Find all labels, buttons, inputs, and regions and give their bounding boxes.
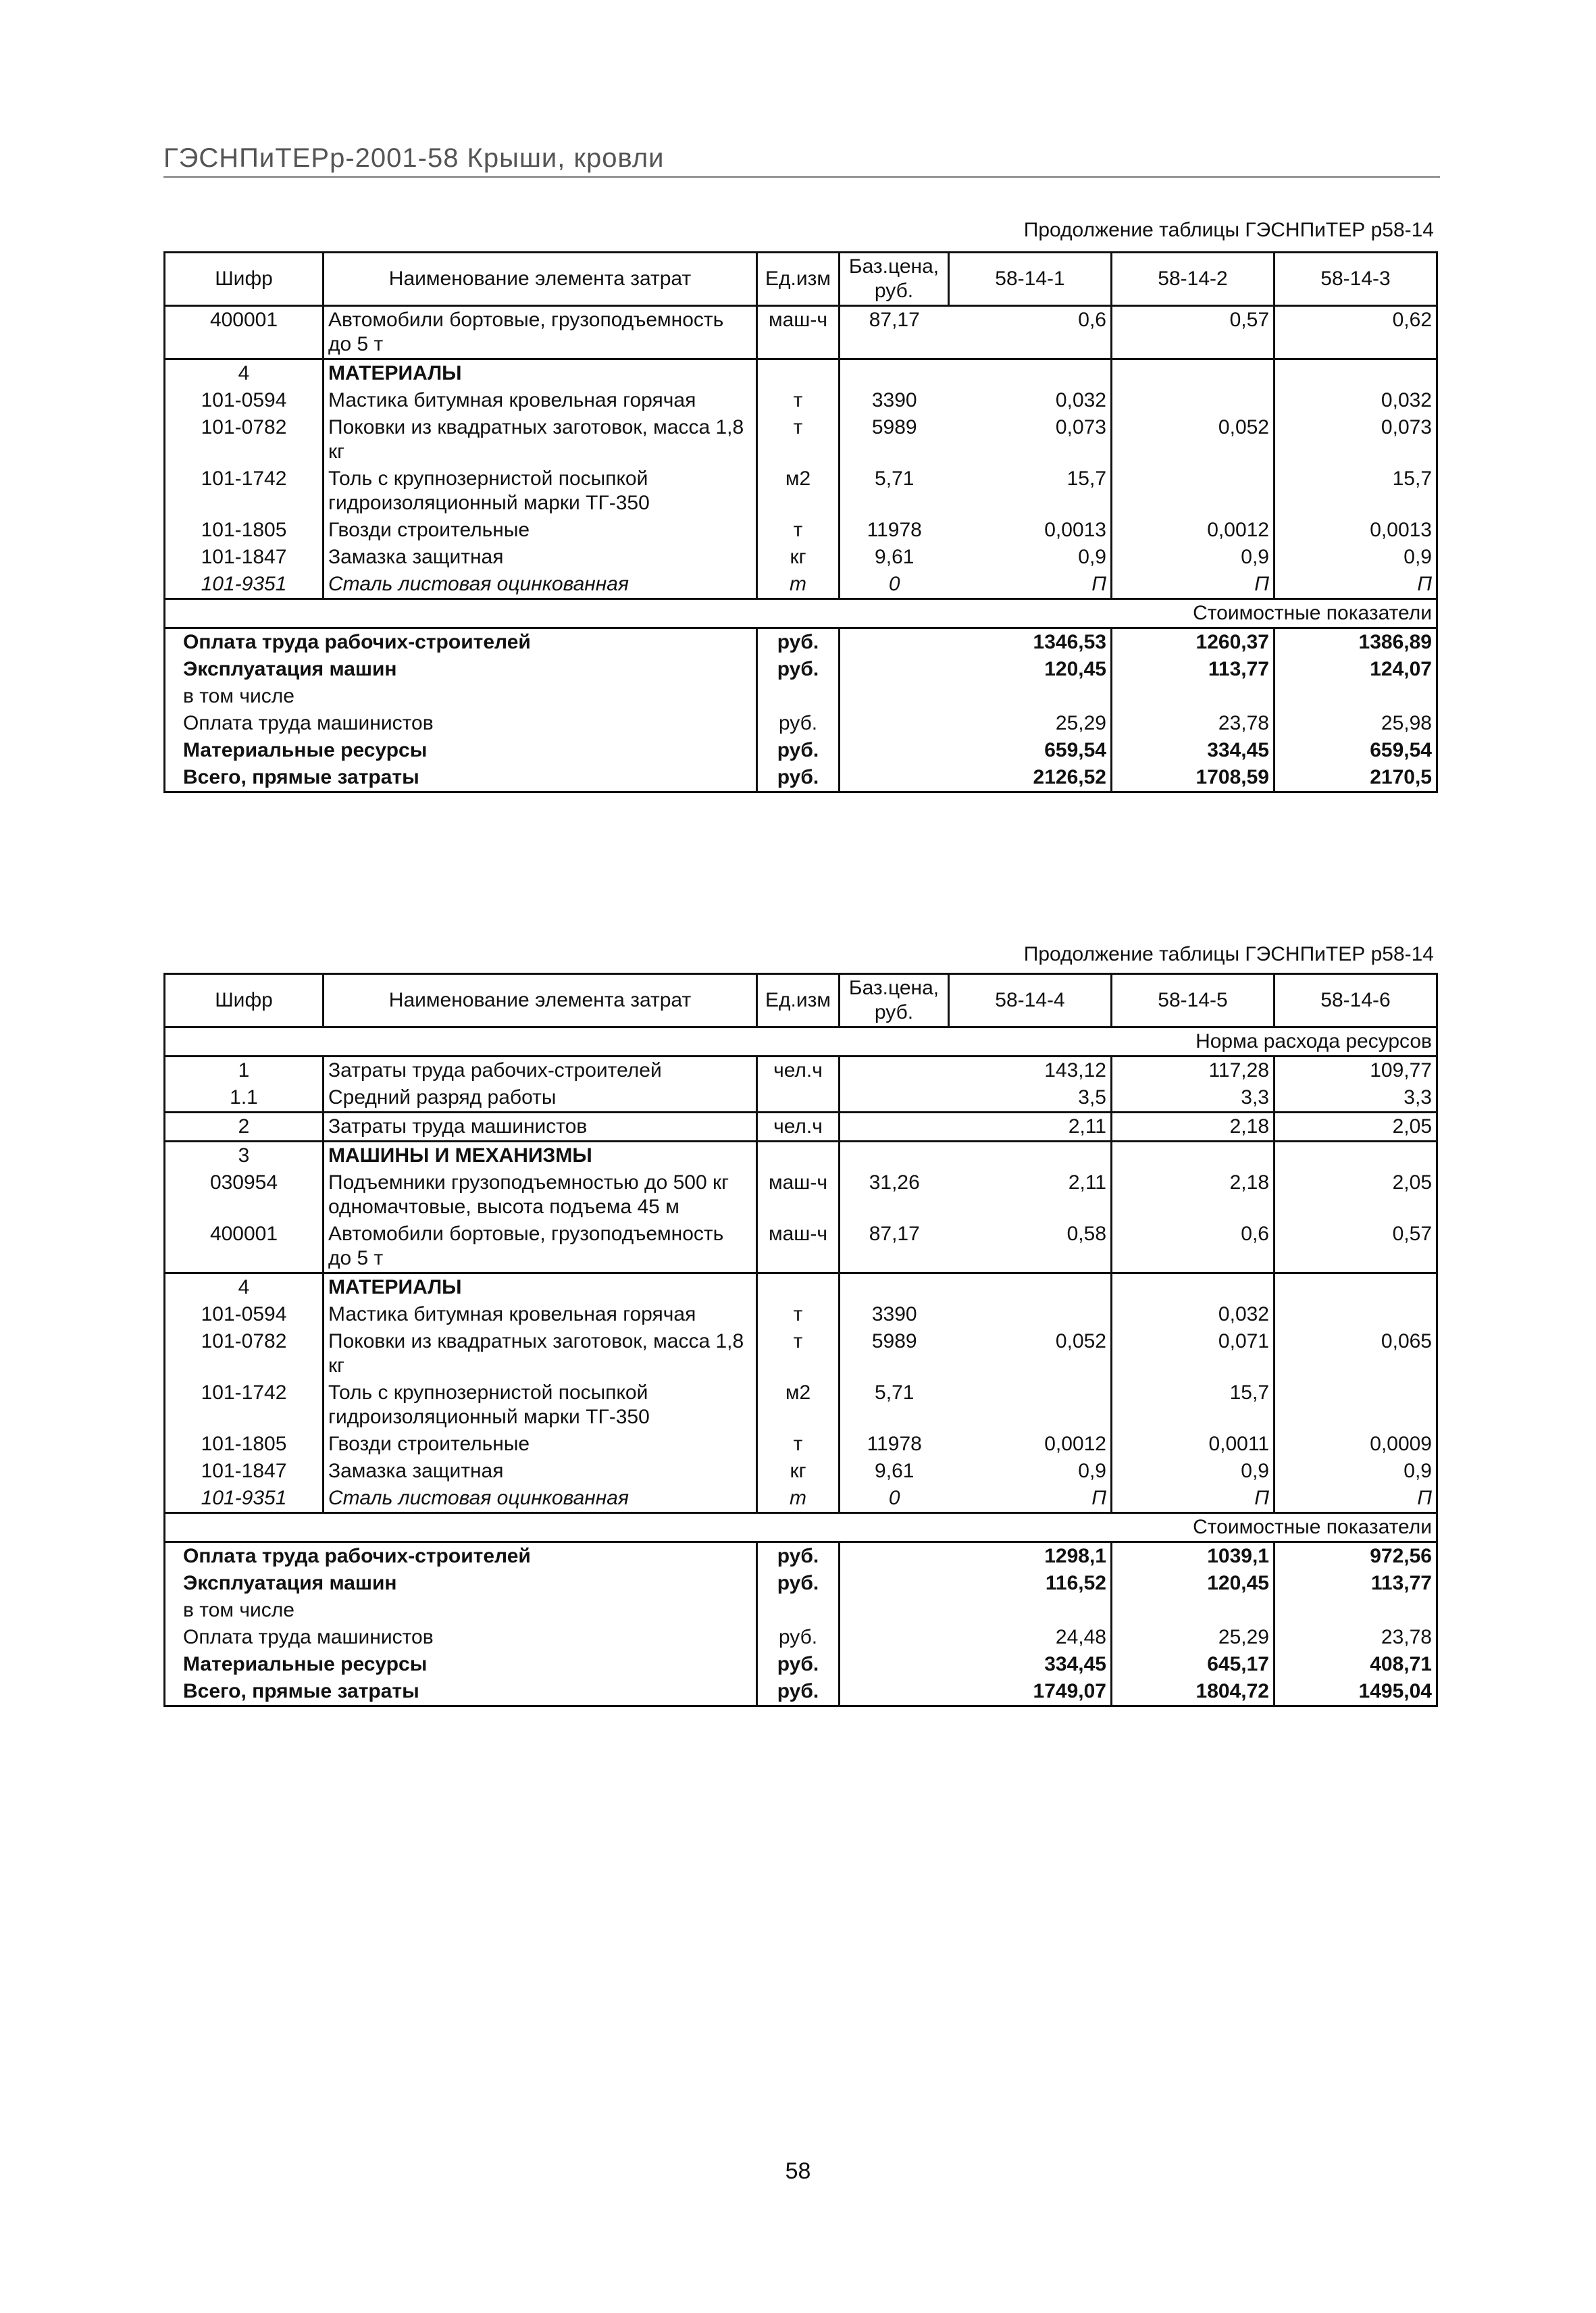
name-cell: МАТЕРИАЛЫ (324, 359, 757, 388)
cost-value: 1495,04 (1275, 1678, 1437, 1706)
cost-header: Стоимостные показатели (165, 1513, 1437, 1542)
cost-value: 25,29 (1112, 1624, 1275, 1651)
value-cell: маш-ч (757, 1221, 840, 1273)
code-cell: 101-1805 (165, 517, 324, 544)
value-cell: маш-ч (757, 306, 840, 359)
value-cell (949, 1301, 1112, 1328)
cost-value: 334,45 (949, 1651, 1112, 1678)
value-cell: П (1112, 571, 1275, 599)
cost-value: 116,52 (949, 1570, 1112, 1597)
value-cell: т (757, 1328, 840, 1379)
cost-row (165, 656, 1437, 683)
value-cell: 0,9 (1275, 1458, 1437, 1485)
value-cell: 0,065 (1275, 1328, 1437, 1379)
cost-unit: руб. (757, 1542, 840, 1571)
cost-value: 659,54 (1275, 737, 1437, 764)
value-cell: 2,18 (1112, 1169, 1275, 1221)
cost-value: 120,45 (949, 656, 1112, 683)
name-cell: Замазка защитная (324, 544, 757, 571)
name-cell: Поковки из квадратных заготовок, масса 1,8 кг (324, 414, 757, 465)
empty-cell (840, 1597, 949, 1624)
value-cell: 2,05 (1275, 1169, 1437, 1221)
column-header: Ед.изм (757, 974, 840, 1027)
cost-header-row (165, 1513, 1437, 1542)
value-cell: 0,0012 (949, 1431, 1112, 1458)
value-cell: 15,7 (1275, 465, 1437, 517)
cost-value: 2126,52 (949, 764, 1112, 792)
table-row (165, 1379, 1437, 1431)
value-cell (1275, 1142, 1437, 1170)
code-cell: 101-1805 (165, 1431, 324, 1458)
table-row (165, 1301, 1437, 1328)
cost-value: 408,71 (1275, 1651, 1437, 1678)
table2-caption: Продолжение таблицы ГЭСНПиТЕР р58-14 (1023, 943, 1434, 965)
cost-row (165, 764, 1437, 792)
table-row (165, 1485, 1437, 1513)
value-cell: 0,071 (1112, 1328, 1275, 1379)
cost-row (165, 628, 1437, 657)
value-cell: т (757, 1301, 840, 1328)
code-cell: 2 (165, 1113, 324, 1142)
table-row (165, 359, 1437, 388)
empty-cell (840, 1570, 949, 1597)
cost-row (165, 683, 1437, 710)
value-cell: 5989 (840, 414, 949, 465)
cost-value: 1039,1 (1112, 1542, 1275, 1571)
value-cell: 0,052 (949, 1328, 1112, 1379)
value-cell (757, 359, 840, 388)
cost-value (949, 683, 1112, 710)
cost-unit: руб. (757, 1570, 840, 1597)
cost-value: 25,29 (949, 710, 1112, 737)
cost-value: 1804,72 (1112, 1678, 1275, 1706)
cost-value: 113,77 (1275, 1570, 1437, 1597)
cost-row (165, 1624, 1437, 1651)
value-cell: П (1275, 571, 1437, 599)
norm-header: Норма расхода ресурсов (165, 1027, 1437, 1057)
table-row (165, 1113, 1437, 1142)
code-cell: 1.1 (165, 1084, 324, 1113)
value-cell (1275, 1379, 1437, 1431)
column-header: Наименование элемента затрат (324, 974, 757, 1027)
empty-cell (840, 1651, 949, 1678)
value-cell: т (757, 414, 840, 465)
table-row (165, 1458, 1437, 1485)
cost-label: Оплата труда машинистов (165, 710, 757, 737)
code-cell: 101-0594 (165, 387, 324, 414)
value-cell: 87,17 (840, 306, 949, 359)
cost-value: 113,77 (1112, 656, 1275, 683)
table-row (165, 387, 1437, 414)
value-cell: 0,9 (1112, 544, 1275, 571)
cost-header: Стоимостные показатели (165, 599, 1437, 628)
code-cell: 4 (165, 1273, 324, 1302)
value-cell: 0,9 (949, 1458, 1112, 1485)
value-cell: 31,26 (840, 1169, 949, 1221)
running-header: ГЭСНПиТЕРр-2001-58 Крыши, кровли (163, 143, 1440, 178)
value-cell: 0,9 (1112, 1458, 1275, 1485)
value-cell: 0,073 (949, 414, 1112, 465)
value-cell: 0,58 (949, 1221, 1112, 1273)
cost-value (949, 1597, 1112, 1624)
name-cell: Толь с крупнозернистой посыпкой гидроизоляционный марки ТГ-350 (324, 1379, 757, 1431)
table-row (165, 544, 1437, 571)
cost-value: 1749,07 (949, 1678, 1112, 1706)
table-row (165, 1431, 1437, 1458)
name-cell: МАТЕРИАЛЫ (324, 1273, 757, 1302)
cost-row (165, 1542, 1437, 1571)
table1-caption: Продолжение таблицы ГЭСНПиТЕР р58-14 (1023, 219, 1434, 241)
name-cell: Гвозди строительные (324, 517, 757, 544)
value-cell: 2,05 (1275, 1113, 1437, 1142)
value-cell (1112, 1142, 1275, 1170)
cost-unit: руб. (757, 764, 840, 792)
cost-value: 1386,89 (1275, 628, 1437, 657)
value-cell: 143,12 (949, 1057, 1112, 1085)
value-cell: 3,3 (1112, 1084, 1275, 1113)
empty-cell (840, 737, 949, 764)
name-cell: Средний разряд работы (324, 1084, 757, 1113)
table-row (165, 1084, 1437, 1113)
value-cell: П (1275, 1485, 1437, 1513)
name-cell: Затраты труда машинистов (324, 1113, 757, 1142)
cost-value: 120,45 (1112, 1570, 1275, 1597)
name-cell: Мастика битумная кровельная горячая (324, 1301, 757, 1328)
value-cell: 15,7 (949, 465, 1112, 517)
code-cell: 101-1742 (165, 1379, 324, 1431)
value-cell: кг (757, 1458, 840, 1485)
cost-row (165, 1597, 1437, 1624)
rates-table-2 (163, 973, 1438, 1707)
column-header: 58-14-2 (1112, 253, 1275, 306)
code-cell: 1 (165, 1057, 324, 1085)
table-row (165, 1273, 1437, 1302)
value-cell: 0,0012 (1112, 517, 1275, 544)
value-cell (949, 1379, 1112, 1431)
value-cell: 5,71 (840, 465, 949, 517)
value-cell: 0,57 (1112, 306, 1275, 359)
cost-unit: руб. (757, 1624, 840, 1651)
value-cell: 2,11 (949, 1169, 1112, 1221)
column-header: 58-14-6 (1275, 974, 1437, 1027)
column-header: 58-14-5 (1112, 974, 1275, 1027)
cost-value: 334,45 (1112, 737, 1275, 764)
value-cell: П (1112, 1485, 1275, 1513)
table-row (165, 1221, 1437, 1273)
cost-label: Материальные ресурсы (165, 737, 757, 764)
cost-value (1275, 1597, 1437, 1624)
cost-value: 659,54 (949, 737, 1112, 764)
value-cell: 9,61 (840, 544, 949, 571)
table-row (165, 1142, 1437, 1170)
name-cell: Сталь листовая оцинкованная (324, 1485, 757, 1513)
code-cell: 101-1847 (165, 544, 324, 571)
table2-header-row (165, 974, 1437, 1027)
code-cell: 101-9351 (165, 1485, 324, 1513)
value-cell: 2,11 (949, 1113, 1112, 1142)
cost-row (165, 1651, 1437, 1678)
value-cell (840, 1113, 949, 1142)
table-row (165, 517, 1437, 544)
value-cell (840, 1084, 949, 1113)
value-cell: 5989 (840, 1328, 949, 1379)
value-cell: 0 (840, 1485, 949, 1513)
value-cell: 0,032 (949, 387, 1112, 414)
cost-value: 2170,5 (1275, 764, 1437, 792)
value-cell (949, 1273, 1112, 1302)
value-cell (757, 1142, 840, 1170)
table-row (165, 465, 1437, 517)
value-cell (840, 1057, 949, 1085)
code-cell: 101-0594 (165, 1301, 324, 1328)
empty-cell (840, 628, 949, 657)
value-cell: 2,18 (1112, 1113, 1275, 1142)
name-cell: Замазка защитная (324, 1458, 757, 1485)
value-cell (1112, 465, 1275, 517)
column-header: Шифр (165, 253, 324, 306)
column-header: Наименование элемента затрат (324, 253, 757, 306)
value-cell: м2 (757, 1379, 840, 1431)
cost-label: Оплата труда рабочих-строителей (165, 1542, 757, 1571)
cost-label: в том числе (165, 1597, 757, 1624)
value-cell: 3,3 (1275, 1084, 1437, 1113)
name-cell: Сталь листовая оцинкованная (324, 571, 757, 599)
cost-value: 23,78 (1275, 1624, 1437, 1651)
cost-value: 1346,53 (949, 628, 1112, 657)
code-cell: 101-1742 (165, 465, 324, 517)
value-cell: м2 (757, 465, 840, 517)
cost-value: 1260,37 (1112, 628, 1275, 657)
code-cell: 101-0782 (165, 1328, 324, 1379)
empty-cell (840, 683, 949, 710)
column-header: Баз.цена, руб. (840, 253, 949, 306)
empty-cell (840, 1542, 949, 1571)
empty-cell (840, 710, 949, 737)
name-cell: Затраты труда рабочих-строителей (324, 1057, 757, 1085)
name-cell: Поковки из квадратных заготовок, масса 1,8 кг (324, 1328, 757, 1379)
cost-label: Оплата труда машинистов (165, 1624, 757, 1651)
value-cell (949, 1142, 1112, 1170)
value-cell: 15,7 (1112, 1379, 1275, 1431)
cost-value: 645,17 (1112, 1651, 1275, 1678)
value-cell: чел.ч (757, 1057, 840, 1085)
name-cell: Мастика битумная кровельная горячая (324, 387, 757, 414)
cost-label: Эксплуатация машин (165, 656, 757, 683)
value-cell: 0,9 (1275, 544, 1437, 571)
name-cell: Гвозди строительные (324, 1431, 757, 1458)
value-cell: т (757, 1431, 840, 1458)
name-cell: Автомобили бортовые, грузоподъемность до 5 т (324, 306, 757, 359)
value-cell: 0,073 (1275, 414, 1437, 465)
value-cell: 0,032 (1275, 387, 1437, 414)
cost-label: Всего, прямые затраты (165, 1678, 757, 1706)
value-cell: 0,032 (1112, 1301, 1275, 1328)
cost-unit: руб. (757, 1651, 840, 1678)
name-cell: Подъемники грузоподъемностью до 500 кг одномачтовые, высота подъема 45 м (324, 1169, 757, 1221)
column-header: Баз.цена, руб. (840, 974, 949, 1027)
name-cell: Автомобили бортовые, грузоподъемность до 5 т (324, 1221, 757, 1273)
column-header: Шифр (165, 974, 324, 1027)
cost-unit: руб. (757, 710, 840, 737)
value-cell: 109,77 (1275, 1057, 1437, 1085)
cost-header-row (165, 599, 1437, 628)
value-cell: 3390 (840, 1301, 949, 1328)
value-cell: П (949, 571, 1112, 599)
cost-label: Эксплуатация машин (165, 1570, 757, 1597)
value-cell: 3390 (840, 387, 949, 414)
value-cell: 0,6 (949, 306, 1112, 359)
value-cell (949, 359, 1112, 388)
column-header: 58-14-3 (1275, 253, 1437, 306)
table-row (165, 306, 1437, 359)
cost-row (165, 1570, 1437, 1597)
value-cell: т (757, 571, 840, 599)
code-cell: 400001 (165, 1221, 324, 1273)
cost-value: 24,48 (949, 1624, 1112, 1651)
cost-unit: руб. (757, 656, 840, 683)
empty-cell (840, 1624, 949, 1651)
value-cell: 0,57 (1275, 1221, 1437, 1273)
value-cell (840, 359, 949, 388)
code-cell: 101-1847 (165, 1458, 324, 1485)
column-header: 58-14-4 (949, 974, 1112, 1027)
value-cell: 0,052 (1112, 414, 1275, 465)
value-cell: маш-ч (757, 1169, 840, 1221)
cost-label: в том числе (165, 683, 757, 710)
page-number: 58 (785, 2158, 811, 2184)
empty-cell (840, 764, 949, 792)
value-cell: кг (757, 544, 840, 571)
table-row (165, 1169, 1437, 1221)
value-cell: 0,0013 (1275, 517, 1437, 544)
cost-value: 972,56 (1275, 1542, 1437, 1571)
cost-unit (757, 1597, 840, 1624)
cost-row (165, 737, 1437, 764)
empty-cell (840, 656, 949, 683)
cost-value: 124,07 (1275, 656, 1437, 683)
code-cell: 030954 (165, 1169, 324, 1221)
cost-label: Оплата труда рабочих-строителей (165, 628, 757, 657)
value-cell (840, 1142, 949, 1170)
table-row (165, 571, 1437, 599)
value-cell (1275, 359, 1437, 388)
cost-value: 1708,59 (1112, 764, 1275, 792)
value-cell: 11978 (840, 517, 949, 544)
cost-value: 25,98 (1275, 710, 1437, 737)
table-row (165, 414, 1437, 465)
value-cell: 87,17 (840, 1221, 949, 1273)
value-cell: 0,0011 (1112, 1431, 1275, 1458)
column-header: Ед.изм (757, 253, 840, 306)
value-cell: 5,71 (840, 1379, 949, 1431)
name-cell: МАШИНЫ И МЕХАНИЗМЫ (324, 1142, 757, 1170)
value-cell: 11978 (840, 1431, 949, 1458)
value-cell (1275, 1301, 1437, 1328)
cost-value (1275, 683, 1437, 710)
name-cell: Толь с крупнозернистой посыпкой гидроизоляционный марки ТГ-350 (324, 465, 757, 517)
value-cell: т (757, 387, 840, 414)
cost-unit: руб. (757, 737, 840, 764)
value-cell: 3,5 (949, 1084, 1112, 1113)
value-cell: 117,28 (1112, 1057, 1275, 1085)
value-cell (757, 1273, 840, 1302)
value-cell: 0,0009 (1275, 1431, 1437, 1458)
value-cell: 0,9 (949, 544, 1112, 571)
value-cell: т (757, 1485, 840, 1513)
cost-label: Материальные ресурсы (165, 1651, 757, 1678)
value-cell (757, 1084, 840, 1113)
value-cell (840, 1273, 949, 1302)
cost-row (165, 710, 1437, 737)
cost-unit (757, 683, 840, 710)
rates-table-1 (163, 251, 1438, 793)
empty-cell (840, 1678, 949, 1706)
column-header: 58-14-1 (949, 253, 1112, 306)
value-cell (1112, 1273, 1275, 1302)
value-cell: 0,6 (1112, 1221, 1275, 1273)
cost-value: 23,78 (1112, 710, 1275, 737)
code-cell: 400001 (165, 306, 324, 359)
cost-unit: руб. (757, 628, 840, 657)
table-row (165, 1057, 1437, 1085)
value-cell (1275, 1273, 1437, 1302)
value-cell (1112, 387, 1275, 414)
value-cell: 0,62 (1275, 306, 1437, 359)
code-cell: 3 (165, 1142, 324, 1170)
value-cell: 9,61 (840, 1458, 949, 1485)
norm-header-row (165, 1027, 1437, 1057)
cost-unit: руб. (757, 1678, 840, 1706)
cost-label: Всего, прямые затраты (165, 764, 757, 792)
code-cell: 4 (165, 359, 324, 388)
table-row (165, 1328, 1437, 1379)
table1-header-row (165, 253, 1437, 306)
cost-value (1112, 683, 1275, 710)
value-cell: 0 (840, 571, 949, 599)
code-cell: 101-0782 (165, 414, 324, 465)
value-cell (1112, 359, 1275, 388)
cost-value: 1298,1 (949, 1542, 1112, 1571)
cost-row (165, 1678, 1437, 1706)
value-cell: т (757, 517, 840, 544)
cost-value (1112, 1597, 1275, 1624)
value-cell: 0,0013 (949, 517, 1112, 544)
value-cell: чел.ч (757, 1113, 840, 1142)
code-cell: 101-9351 (165, 571, 324, 599)
value-cell: П (949, 1485, 1112, 1513)
